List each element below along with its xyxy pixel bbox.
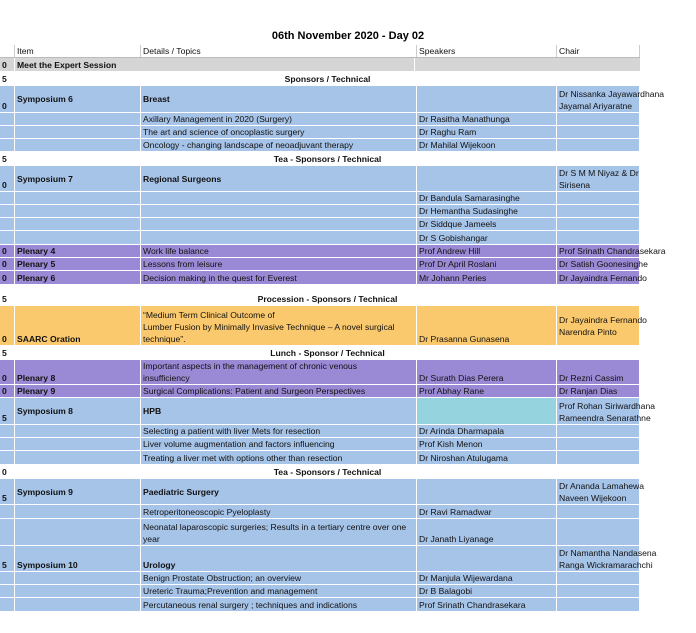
item-cell [15,505,141,518]
item-cell [15,205,141,217]
time-cell [0,572,15,584]
chair-cell [557,572,640,584]
details-cell: Breast [141,86,417,112]
details-cell: Treating a liver met with options other than resection [141,451,417,464]
break-label: Tea - Sponsors / Technical [273,153,382,164]
speaker-cell: Prof Abhay Rane [417,385,557,397]
item-cell [15,218,141,230]
speaker-cell [417,398,557,424]
item-cell [15,126,141,138]
table-row [0,192,640,205]
time-cell: 0 [0,306,15,345]
item-cell: Symposium 10 [15,546,141,571]
header-time [0,45,15,57]
details-line: year [143,534,160,544]
table-row [0,86,665,113]
time-cell: 0 [0,385,15,397]
time-cell: 5 [0,479,15,504]
details-cell: Regional Surgeons [141,166,417,191]
item-cell [15,438,141,450]
item-cell [15,192,141,204]
break-row [0,292,640,306]
header-item: Item [15,45,141,57]
speaker-cell: Mr Johann Peries [417,271,557,284]
table-row [0,271,647,285]
chair-cell [557,205,640,217]
details-cell: Axillary Management in 2020 (Surgery) [141,113,417,125]
time-cell [0,126,15,138]
item-cell [15,572,141,584]
speaker-cell: Dr Mahilal Wijekoon [417,139,557,151]
chair-cell: Dr Ranjan Dias [557,385,640,397]
item-cell [15,113,141,125]
item-cell: Meet the Expert Session [15,58,415,71]
time-cell [0,205,15,217]
time-cell [0,139,15,151]
header-details: Details / Topics [141,45,417,57]
item-cell [15,425,141,437]
details-line: technique”. [143,334,186,344]
time-cell [0,585,15,597]
chair-cell [557,479,645,504]
details-cell [141,360,417,384]
chair-line: Jayamal Ariyaratne [559,101,633,111]
details-cell: The art and science of oncoplastic surgery [141,126,417,138]
table-row [0,218,640,231]
break-label: Procession - Sponsors / Technical [257,293,398,304]
spacer-row [0,285,640,292]
chair-cell [557,86,665,112]
chair-line: Dr S M M Niyaz & Dr [559,168,639,178]
speaker-cell: Dr S Gobishangar [417,231,557,244]
break-row [0,152,640,166]
details-cell: Paediatric Surgery [141,479,417,504]
table-row [0,113,640,126]
table-row [0,546,657,572]
item-cell [15,139,141,151]
speaker-cell: Dr Rasitha Manathunga [417,113,557,125]
speaker-cell: Dr Bandula Samarasinghe [417,192,557,204]
chair-cell [557,231,640,244]
item-cell: Symposium 9 [15,479,141,504]
chair-cell: Dr Satish Goonesinghe [559,259,648,269]
chair-cell [557,166,640,191]
chair-cell: Dr Rezni Cassim [557,360,640,384]
time-cell [0,425,15,437]
chair-line: Dr Jayaindra Fernando [559,314,647,325]
speaker-cell: Dr Niroshan Atulugama [417,451,557,464]
speaker-cell: Prof Kish Menon [417,438,557,450]
chair-cell [557,218,640,230]
speaker-cell [417,546,557,571]
time-cell [0,505,15,518]
details-cell: Liver volume augmentation and factors influencing [141,438,417,450]
item-cell [15,598,141,611]
details-cell: Urology [141,546,417,571]
details-cell [141,218,417,230]
table-row [0,306,647,346]
time-cell: 5 [0,292,15,305]
speaker-cell: Dr Siddque Jameels [417,218,557,230]
time-cell [0,231,15,244]
time-cell [0,438,15,450]
item-cell: Symposium 7 [15,166,141,191]
details-line: Lumber Fusion by Minimally Invasive Technique – A novel surgical [143,322,395,332]
details-line: “Medium Term Clinical Outcome of [143,310,275,320]
chair-cell [557,126,640,138]
details-cell: Selecting a patient with liver Mets for resection [141,425,417,437]
chair-cell [557,425,640,437]
item-cell: Plenary 8 [15,360,141,384]
table-row [0,438,640,451]
table-row [0,126,640,139]
chair-cell [557,451,640,464]
speaker-cell: Dr Manjula Wijewardana [417,572,557,584]
speaker-cell: Dr Ravi Ramadwar [417,505,557,518]
time-cell: 0 [0,86,15,112]
item-cell [15,231,141,244]
speaker-cell: Dr Prasanna Gunasena [417,306,557,345]
chair-line: Naveen Wijekoon [559,493,627,503]
chair-line: Dr Namantha Nandasena [559,548,657,558]
details-cell: Retroperitoneoscopic Pyeloplasty [141,505,417,518]
time-cell: 5 [0,398,15,424]
chair-cell [557,546,657,571]
table-row [0,479,645,505]
details-line: Neonatal laparoscopic surgeries; Results in a tertiary centre over one [143,522,407,532]
table-row [0,585,640,598]
item-cell: Plenary 9 [15,385,141,397]
table-row [0,205,640,218]
chair-cell [557,192,640,204]
table-row [0,258,648,271]
item-cell: Plenary 4 [15,245,141,257]
chair-line: Sirisena [559,180,591,190]
table-row [0,58,640,72]
details-line: Important aspects in the management of chronic venous [143,361,358,371]
time-cell [0,113,15,125]
time-cell [0,519,15,545]
time-cell: 0 [0,245,15,257]
table-row [0,451,640,465]
details-cell: Ureteric Trauma;Prevention and management [141,585,417,597]
chair-cell [557,438,640,450]
details-line: insufficiency [143,373,190,383]
chair-cell: Dr Jayaindra Fernando [559,273,647,283]
table-row [0,360,640,385]
time-cell: 5 [0,72,15,85]
table-header [0,45,640,58]
details-cell: HPB [141,398,417,424]
break-label: Lunch - Sponsor / Technical [270,347,385,358]
speaker-cell: Dr Hemantha Sudasinghe [417,205,557,217]
chair-line: Rameendra Senarathne [559,413,651,423]
time-cell [0,598,15,611]
speaker-cell: Dr Raghu Ram [417,126,557,138]
details-cell: Oncology - changing landscape of neoadjuvant therapy [141,139,417,151]
details-cell: Percutaneous renal surgery ; techniques and indications [141,598,417,611]
time-cell: 5 [0,346,15,359]
speaker-cell: Dr Janath Liyanage [417,519,557,545]
details-cell [141,306,417,345]
time-cell: 0 [0,58,15,71]
item-cell: SAARC Oration [15,306,141,345]
table-row [0,139,640,152]
chair-line: Prof Rohan Siriwardhana [559,401,656,411]
details-cell [141,192,417,204]
table-row [0,166,640,192]
chair-line: Dr Nissanka Jayawardhana [559,89,665,99]
speaker-cell: Dr Surath Dias Perera [417,360,557,384]
speaker-cell: Prof Dr April Roslani [417,258,557,270]
speaker-cell: Dr B Balagobi [417,585,557,597]
table-row [0,398,656,425]
details-cell: Decision making in the quest for Everest [141,271,417,284]
details-cell: Surgical Complications: Patient and Surgeon Perspectives [141,385,417,397]
chair-cell [557,505,640,518]
chair-cell: Prof Srinath Chandrasekara [559,246,666,256]
time-cell: 0 [0,166,15,191]
table-row [0,598,640,612]
details-cell: Lessons from leisure [141,258,417,270]
item-cell: Plenary 6 [15,271,141,284]
table-row [0,425,640,438]
schedule-table [0,45,666,612]
chair-line: Narendra Pinto [559,326,617,337]
break-label: Sponsors / Technical [284,73,371,84]
time-cell: 0 [0,360,15,384]
chair-cell [557,598,640,611]
chair-cell [557,113,640,125]
table-row [0,245,666,258]
chair-cell [557,306,647,345]
break-label: Tea - Sponsors / Technical [273,466,382,477]
time-cell [0,218,15,230]
break-row [0,346,640,360]
speaker-cell [417,166,557,191]
chair-line: Dr Ananda Lamahewa [559,481,645,491]
break-row [0,72,640,86]
chair-cell [557,585,640,597]
details-cell: Benign Prostate Obstruction; an overview [141,572,417,584]
table-row [0,385,640,398]
time-cell: 5 [0,546,15,571]
table-row [0,505,640,519]
item-cell: Symposium 6 [15,86,141,112]
header-speakers: Speakers [417,45,557,57]
item-cell [15,585,141,597]
table-row [0,572,640,585]
page-title: 06th November 2020 - Day 02 [271,30,425,42]
speaker-cell: Prof Andrew Hill [417,245,557,257]
time-cell [0,192,15,204]
details-cell: Work life balance [141,245,417,257]
speaker-cell: Dr Arinda Dharmapala [417,425,557,437]
chair-line: Ranga Wickramarachchi [559,560,653,570]
speaker-cell [417,479,557,504]
item-cell: Symposium 8 [15,398,141,424]
chair-cell [557,398,656,424]
chair-cell [557,519,640,545]
details-cell [141,231,417,244]
item-cell [15,519,141,545]
table-row [0,231,640,245]
item-cell [15,451,141,464]
details-cell [141,205,417,217]
time-cell: 0 [0,465,15,478]
item-cell: Plenary 5 [15,258,141,270]
time-cell: 0 [0,258,15,270]
speaker-cell: Prof Srinath Chandrasekara [417,598,557,611]
details-cell [141,519,417,545]
header-chair: Chair [557,45,640,57]
time-cell [0,451,15,464]
time-cell: 5 [0,152,15,165]
time-cell: 0 [0,271,15,284]
break-row [0,465,640,479]
speaker-cell [417,86,557,112]
chair-cell [557,139,640,151]
table-row [0,519,640,546]
